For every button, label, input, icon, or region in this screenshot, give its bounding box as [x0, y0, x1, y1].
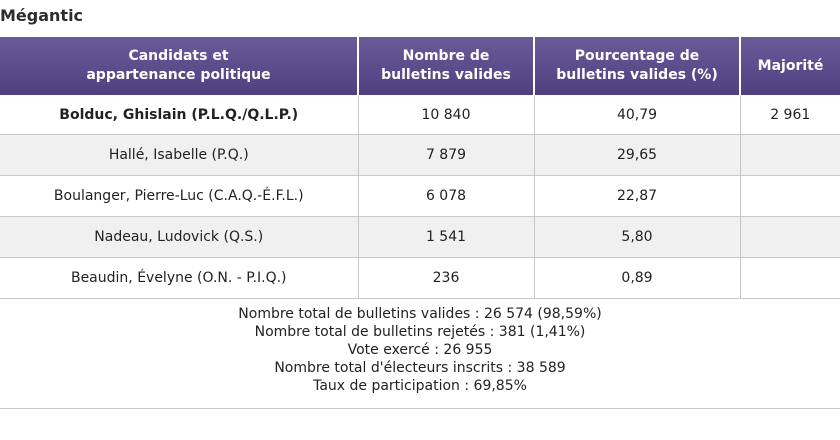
summary-turnout: Taux de participation : 69,85% [313, 378, 527, 394]
header-percent [534, 37, 740, 95]
header-candidate [0, 37, 358, 95]
candidate-majority [740, 135, 840, 176]
candidate-votes: 7 879 [358, 135, 534, 176]
table-row [0, 258, 840, 299]
header-votes [358, 37, 534, 95]
table-row [0, 176, 840, 217]
candidate-percent: 40,79 [534, 95, 740, 135]
candidate-name: Boulanger, Pierre-Luc (C.A.Q.-É.F.L.) [0, 176, 358, 217]
candidate-majority [740, 217, 840, 258]
candidate-votes: 236 [358, 258, 534, 299]
table-row [0, 135, 840, 176]
summary-votes-cast: Vote exercé : 26 955 [347, 342, 493, 358]
header-percent-line1: Pourcentage de [574, 48, 700, 64]
table-row [0, 95, 840, 135]
candidate-votes: 6 078 [358, 176, 534, 217]
candidate-votes: 1 541 [358, 217, 534, 258]
candidate-name: Nadeau, Ludovick (Q.S.) [0, 217, 358, 258]
summary-rejected-ballots: Nombre total de bulletins rejetés : 381 (1,41%) [254, 324, 586, 340]
table-header-row [0, 37, 840, 95]
candidate-name: Bolduc, Ghislain (P.L.Q./Q.L.P.) [0, 95, 358, 135]
results-summary [0, 296, 840, 409]
candidate-percent: 5,80 [534, 217, 740, 258]
candidate-votes: 10 840 [358, 95, 534, 135]
candidate-percent: 0,89 [534, 258, 740, 299]
candidate-name: Hallé, Isabelle (P.Q.) [0, 135, 358, 176]
header-candidate-line2: appartenance politique [86, 67, 271, 83]
summary-registered-electors: Nombre total d'électeurs inscrits : 38 589 [274, 360, 566, 376]
riding-title: Mégantic [0, 6, 84, 25]
header-percent-line2: bulletins valides (%) [556, 67, 718, 83]
header-candidate-line1: Candidats et [128, 48, 229, 64]
header-votes-line1: Nombre de [402, 48, 490, 64]
candidate-percent: 29,65 [534, 135, 740, 176]
header-votes-line2: bulletins valides [381, 67, 511, 83]
candidate-percent: 22,87 [534, 176, 740, 217]
candidate-name: Beaudin, Évelyne (O.N. - P.I.Q.) [0, 258, 358, 299]
table-row [0, 217, 840, 258]
candidate-majority [740, 176, 840, 217]
summary-valid-ballots: Nombre total de bulletins valides : 26 574 (98,59%) [238, 306, 602, 322]
candidate-majority [740, 258, 840, 299]
candidate-majority: 2 961 [740, 95, 840, 135]
results-table [0, 37, 840, 299]
header-majority: Majorité [740, 37, 840, 95]
